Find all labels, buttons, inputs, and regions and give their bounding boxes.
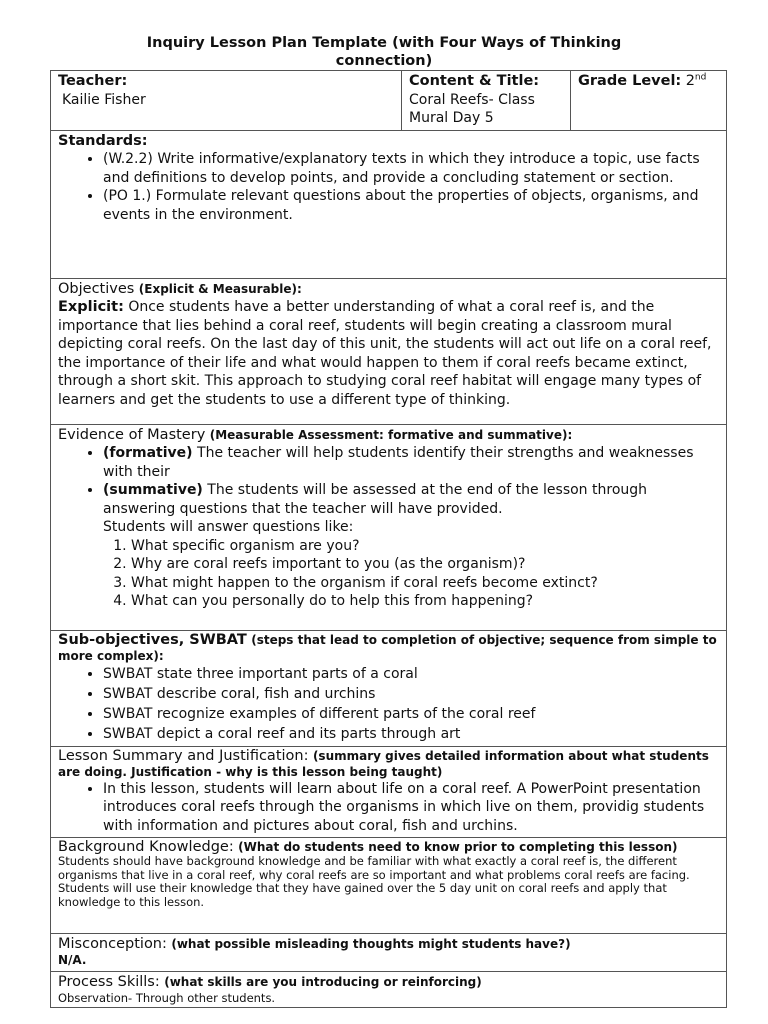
process-text: Observation- Through other students. — [58, 990, 276, 1005]
process-row — [51, 972, 727, 1008]
subobjectives-heading-note: (steps that lead to completion of objective; sequence from simple to more complex): — [58, 632, 717, 663]
formative-item — [103, 444, 719, 481]
standards-cell — [51, 130, 727, 278]
summary-cell — [51, 746, 727, 838]
process-heading-note: (what skills are you introducing or reinforcing) — [164, 975, 482, 989]
objectives-heading: Objectives — [58, 280, 135, 297]
mastery-row — [51, 424, 727, 630]
background-row — [51, 838, 727, 934]
background-heading-note: (What do students need to know prior to completing this lesson) — [238, 840, 678, 854]
subobjectives-list — [58, 664, 719, 744]
standards-heading: Standards: — [58, 132, 148, 149]
teacher-label: Teacher: — [58, 73, 128, 89]
background-cell — [51, 838, 727, 934]
title-line-1: Inquiry Lesson Plan Template (with Four Ways of Thinking — [146, 35, 622, 51]
summary-item: • In this lesson, students will learn about life on a coral reef. A PowerPoint presentation introduces coral reefs through the organisms in which live on them, providig students with information and pictures about coral, fish and urchins. — [103, 780, 719, 836]
formative-text: The teacher will help students identify their strengths and weaknesses with their — [103, 445, 694, 480]
process-heading: Process Skills: — [58, 974, 160, 990]
explicit-label: Explicit: — [58, 299, 124, 315]
subobjectives-heading: Sub-objectives, SWBAT — [58, 631, 247, 648]
subobjectives-cell — [51, 630, 727, 746]
questions-intro: Students will answer questions like: — [103, 519, 354, 535]
lesson-plan-table — [50, 70, 727, 1008]
question-item: 2. Why are coral reefs important to you (as the organism)? — [131, 555, 719, 574]
document-title — [0, 34, 768, 70]
subobjective-item: • SWBAT state three important parts of a coral — [103, 664, 719, 684]
content-line-1: Coral Reefs- Class — [409, 91, 535, 108]
process-cell — [51, 972, 727, 1008]
header-row — [51, 71, 727, 131]
explicit-text: Once students have a better understanding of what a coral reef is, and the importance that lies behind a coral reef, students will begin creating a classroom mural depicting coral reefs. On the last day of this unit, the students will act out life on a coral reef, the importance of their life and what would happen to them if coral reefs became extinct, through a short skit. This approach to studying coral reef habitat will engage many types of learners and get the students to use a different type of thinking. — [58, 299, 712, 408]
grade-value: 2 — [685, 73, 695, 89]
mastery-list — [58, 444, 719, 518]
misconception-cell — [51, 934, 727, 972]
background-text: Students should have background knowledge and be familiar with what exactly a coral reef is, the different organisms that live in a coral reef, why coral reefs are so important and what problems coral reefs are facing. Students will use their knowledge that they have gained over the 5 day unit on coral reefs and apply that knowledge to this lesson. — [58, 854, 690, 909]
misconception-heading: Misconception: — [58, 936, 167, 952]
mastery-heading-note: (Measurable Assessment: formative and summative): — [209, 427, 573, 442]
standard-item: • (PO 1.) Formulate relevant questions about the properties of objects, organisms, and events in the environment. — [103, 187, 719, 224]
summary-list — [58, 780, 719, 836]
grade-label: Grade Level: — [578, 73, 682, 89]
question-item: 4. What can you personally do to help this from happening? — [131, 592, 719, 611]
summary-row — [51, 746, 727, 838]
summary-heading-note: (summary gives detailed information about what students are doing. Justification - why is this lesson being taught) — [58, 748, 709, 779]
summative-text: The students will be assessed at the end of the lesson through answering questions that the teacher will have provided. — [103, 482, 648, 517]
misconception-row — [51, 934, 727, 972]
title-line-2: connection) — [335, 53, 433, 69]
subobjectives-row — [51, 630, 727, 746]
questions-list — [58, 537, 719, 611]
teacher-cell — [51, 71, 402, 131]
mastery-cell — [51, 424, 727, 630]
standards-row — [51, 130, 727, 278]
content-line-2: Mural Day 5 — [409, 110, 494, 126]
subobjective-item: • SWBAT describe coral, fish and urchins — [103, 684, 719, 704]
content-label: Content & Title: — [409, 73, 540, 89]
summative-label: (summative) — [103, 482, 203, 498]
background-heading: Background Knowledge: — [58, 839, 234, 855]
content-title-cell — [402, 71, 571, 131]
objectives-row — [51, 278, 727, 424]
mastery-heading: Evidence of Mastery — [58, 426, 206, 443]
subobjective-item: • SWBAT depict a coral reef and its parts through art — [103, 724, 719, 744]
standard-item: • (W.2.2) Write informative/explanatory texts in which they introduce a topic, use facts and definitions to develop points, and provide a concluding statement or section. — [103, 150, 719, 187]
formative-label: (formative) — [103, 445, 193, 461]
objectives-cell — [51, 278, 727, 424]
grade-level-cell — [571, 71, 727, 131]
objectives-heading-note: (Explicit & Measurable): — [138, 281, 302, 296]
question-item: 3. What might happen to the organism if coral reefs become extinct? — [131, 574, 719, 593]
standards-list — [58, 150, 719, 224]
misconception-heading-note: (what possible misleading thoughts might students have?) — [171, 937, 571, 951]
teacher-name: Kailie Fisher — [62, 91, 146, 108]
subobjective-item: • SWBAT recognize examples of different parts of the coral reef — [103, 704, 719, 724]
question-item: 1. What specific organism are you? — [131, 537, 719, 556]
misconception-value: N/A. — [58, 952, 87, 967]
summary-heading: Lesson Summary and Justification: — [58, 747, 309, 764]
grade-suffix: nd — [694, 72, 707, 83]
summative-item — [103, 481, 719, 518]
